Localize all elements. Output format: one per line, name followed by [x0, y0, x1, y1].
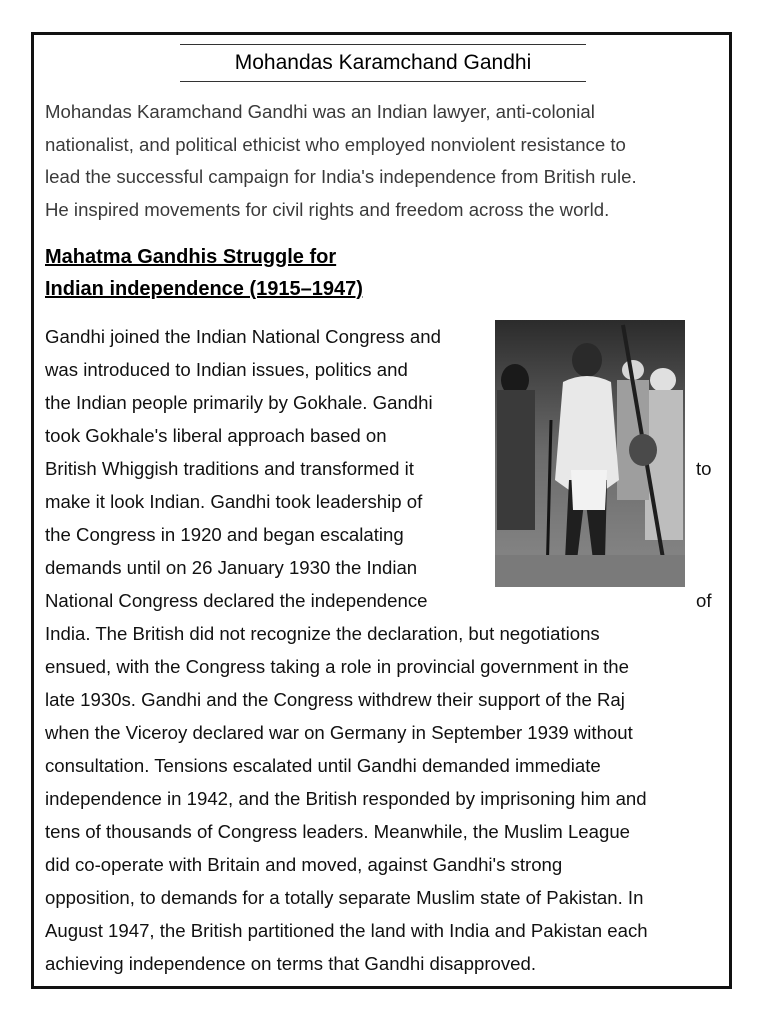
- body-line: the Congress in 1920 and began escalating: [45, 524, 404, 545]
- body-line: was introduced to Indian issues, politics and: [45, 359, 408, 380]
- body-line: opposition, to demands for a totally separate Muslim state of Pakistan. In: [45, 887, 644, 908]
- section-heading: [45, 241, 363, 305]
- heading-line: Indian independence (1915–1947): [45, 278, 363, 300]
- intro-line: Mohandas Karamchand Gandhi was an Indian lawyer, anti-colonial: [45, 101, 595, 122]
- body-line: ensued, with the Congress taking a role in provincial government in the: [45, 656, 629, 677]
- body-line: the Indian people primarily by Gokhale. Gandhi: [45, 392, 433, 413]
- intro-line: He inspired movements for civil rights and freedom across the world.: [45, 198, 610, 220]
- body-line: Gandhi joined the Indian National Congress and: [45, 326, 441, 347]
- body-line: when the Viceroy declared war on Germany in September 1939 without: [45, 722, 633, 743]
- body-line: August 1947, the British partitioned the land with India and Pakistan each: [45, 920, 648, 941]
- body-line: independence in 1942, and the British responded by imprisoning him and: [45, 788, 647, 809]
- gandhi-photo: [495, 320, 685, 587]
- body-line: did co-operate with Britain and moved, against Gandhi's strong: [45, 854, 563, 875]
- body-line: consultation. Tensions escalated until Gandhi demanded immediate: [45, 755, 601, 776]
- body-line: tens of thousands of Congress leaders. Meanwhile, the Muslim League: [45, 821, 631, 842]
- intro-paragraph: [45, 96, 725, 226]
- body-line: National Congress declared the independence: [45, 590, 428, 611]
- body-line: achieving independence on terms that Gandhi disapproved.: [45, 953, 537, 974]
- body-line: India. The British did not recognize the declaration, but negotiations: [45, 623, 600, 644]
- page-title: Mohandas Karamchand Gandhi: [234, 51, 532, 74]
- body-line: make it look Indian. Gandhi took leadership of: [45, 491, 423, 512]
- body-line: took Gokhale's liberal approach based on: [45, 425, 387, 446]
- title-box: [180, 44, 586, 82]
- intro-line: nationalist, and political ethicist who employed nonviolent resistance to: [45, 133, 626, 155]
- heading-line: Mahatma Gandhis Struggle for: [45, 246, 337, 268]
- body-tail-word: of: [696, 590, 712, 611]
- intro-line: lead the successful campaign for India's independence from British rule.: [45, 166, 637, 188]
- body-line: late 1930s. Gandhi and the Congress withdrew their support of the Raj: [45, 689, 625, 710]
- gandhi-walking-image: [495, 320, 685, 587]
- body-line: demands until on 26 January 1930 the Indian: [45, 557, 418, 578]
- body-line: British Whiggish traditions and transformed it: [45, 458, 414, 479]
- body-tail-word: to: [696, 458, 712, 479]
